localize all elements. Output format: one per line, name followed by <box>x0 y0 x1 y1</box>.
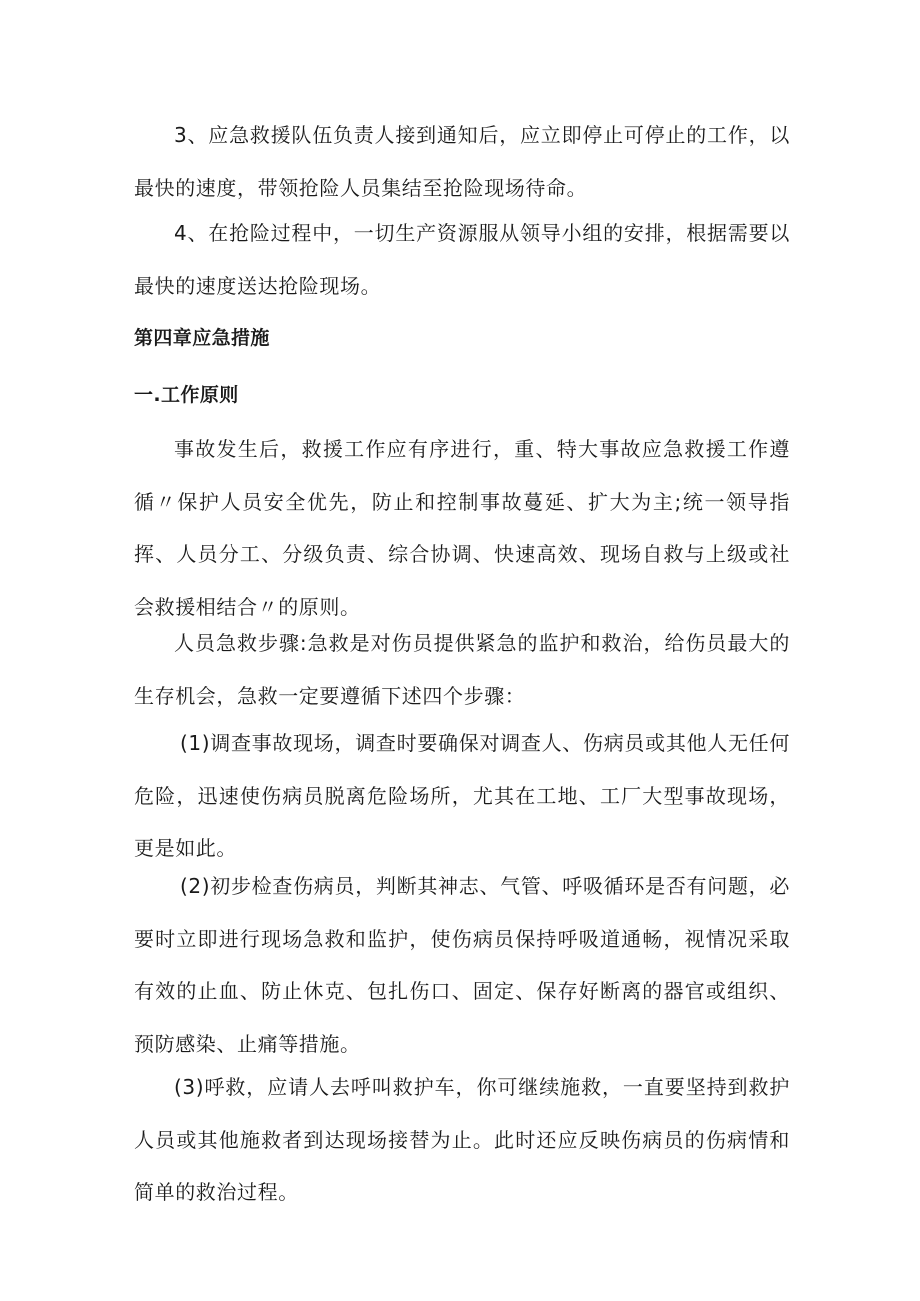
paragraph-step-2: (2)初步检查伤病员，判断其神志、气管、呼吸循环是否有问题，必要时立即进行现场急救和监护，使伤病员保持呼吸道通畅，视情况采取有效的止血、防止休克、包扎伤口、固定、保存好断离的器官或组织、预防感染、止痛等措施。 <box>134 874 790 1056</box>
chapter-heading: 第四章应急措施 <box>134 327 270 349</box>
paragraph-team-notification: 3、应急救援队伍负责人接到通知后，应立即停止可停止的工作，以最快的速度，带领抢险人员集结至抢险现场待命。 <box>134 123 790 200</box>
paragraph-first-aid-steps: 人员急救步骤:急救是对伤员提供紧急的监护和救治，给伤员最大的生存机会，急救一定要遵循下述四个步骤： <box>134 631 790 708</box>
paragraph-work-principle: 事故发生后，救援工作应有序进行，重、特大事故应急救援工作遵循〃保护人员安全优先，防止和控制事故蔓延、扩大为主;统一领导指挥、人员分工、分级负责、综合协调、快速高效、现场自救与上级或社会救援相结合〃的原则。 <box>134 437 790 619</box>
section-heading: 一.工作原则 <box>134 384 239 406</box>
paragraph-resource-allocation: 4、在抢险过程中，一切生产资源服从领导小组的安排，根据需要以最快的速度送达抢险现场。 <box>134 221 790 298</box>
paragraph-step-1: (1)调查事故现场，调查时要确保对调查人、伤病员或其他人无任何危险，迅速使伤病员脱离危险场所，尤其在工地、工厂大型事故现场，更是如此。 <box>134 731 790 860</box>
paragraph-step-3: (3)呼救，应请人去呼叫救护车，你可继续施救，一直要坚持到救护人员或其他施救者到达现场接替为止。此时还应反映伤病员的伤病情和简单的救治过程。 <box>134 1075 790 1204</box>
